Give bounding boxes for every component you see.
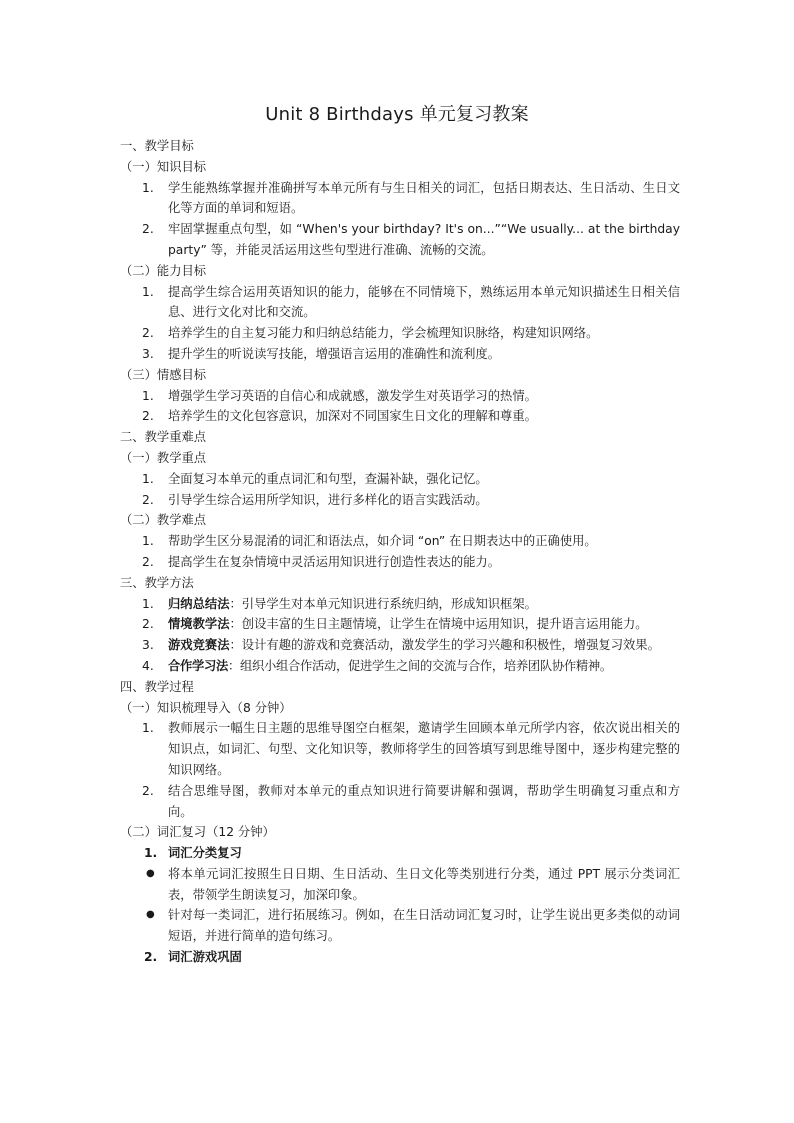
section-heading-methods: 三、教学方法 (120, 575, 194, 590)
section-heading-keypoints: 二、教学重难点 (120, 430, 207, 445)
bullet-icon: ● (146, 867, 155, 879)
list-item: 2. 提高学生在复杂情境中灵活运用知识进行创造性表达的能力。 (142, 554, 501, 569)
list-item: 1. 全面复习本单元的重点词汇和句型，查漏补缺，强化记忆。 (142, 471, 488, 486)
list-item: 2. 培养学生的文化包容意识，加深对不同国家生日文化的理解和尊重。 (142, 409, 537, 424)
bullet-item: ● 针对每一类词汇，进行拓展练习。例如，在生日活动词汇复习时，让学生说出更多类似的动词短语，并进行简单的造句练习。 (120, 905, 680, 947)
list-item: 2. 结合思维导图，教师对本单元的重点知识进行简要讲解和强调，帮助学生明确复习重点和方向。 (142, 783, 680, 819)
subsection-heading-difficulty: （二）教学难点 (120, 513, 207, 528)
list-item: 2. 牢固掌握重点句型，如 “When's your birthday? It's on...”“We usually... at the birthday party” 等，并能灵活运用这些句型进行准确、流畅的交流。 (142, 222, 680, 257)
list-item: 1. 提高学生综合运用英语知识的能力，能够在不同情境下，熟练运用本单元知识描述生日相关信息、进行文化对比和交流。 (142, 284, 680, 320)
subsection-heading-knowledge: （一）知识目标 (120, 159, 207, 174)
list-item: 2. 培养学生的自主复习能力和归纳总结能力，学会梳理知识脉络，构建知识网络。 (142, 326, 599, 341)
document-body (120, 136, 680, 968)
bullet-item: ● 将本单元词汇按照生日日期、生日活动、生日文化等类别进行分类，通过 PPT 展示分类词汇表，带领学生朗读复习，加深印象。 (120, 864, 680, 906)
list-item: 2. 情境教学法：创设丰富的生日主题情境，让学生在情境中运用知识，提升语言运用能力。 (142, 617, 648, 632)
method-term: 游戏竞赛法 (168, 638, 230, 653)
section-heading-goals: 一、教学目标 (120, 139, 194, 153)
list-item: 1. 帮助学生区分易混淆的词汇和语法点，如介词 “on” 在日期表达中的正确使用。 (142, 534, 597, 549)
section-heading-process: 四、教学过程 (120, 679, 194, 694)
list-item: 4. 合作学习法：组织小组合作活动，促进学生之间的交流与合作，培养团队协作精神。 (142, 658, 612, 673)
document-title: Unit 8 Birthdays 单元复习教案 (265, 104, 529, 125)
subsection-heading-ability: （二）能力目标 (120, 263, 207, 278)
list-item: 1. 归纳总结法：引导学生对本单元知识进行系统归纳，形成知识框架。 (142, 596, 537, 611)
list-item: 1. 教师展示一幅生日主题的思维导图空白框架，邀请学生回顾本单元所学内容，依次说出相关的知识点，如词汇、句型、文化知识等，教师将学生的回答填写到思维导图中，逐步构建完整的知识网络。 (142, 721, 680, 777)
subsection-heading-focus: （一）教学重点 (120, 450, 207, 465)
list-item: 2. 引导学生综合运用所学知识，进行多样化的语言实践活动。 (142, 492, 488, 507)
list-item: 3. 游戏竞赛法：设计有趣的游戏和竞赛活动，激发学生的学习兴趣和积极性，增强复习效果。 (142, 638, 660, 653)
bullet-icon: ● (146, 909, 155, 921)
method-term: 合作学习法 (168, 658, 228, 673)
list-item: 1. 增强学生学习英语的自信心和成就感，激发学生对英语学习的热情。 (142, 388, 537, 403)
subsection-heading-emotion: （三）情感目标 (120, 367, 207, 382)
list-item: 1. 学生能熟练掌握并准确拼写本单元所有与生日相关的词汇，包括日期表达、生日活动、生日文化等方面的单词和短语。 (142, 180, 680, 216)
vocab-subheading: 2. 词汇游戏巩固 (144, 950, 242, 965)
list-item: 3. 提升学生的听说读写技能，增强语言运用的准确性和流利度。 (142, 346, 501, 361)
subsection-heading-intro: （一）知识梳理导入（8 分钟） (120, 700, 292, 715)
method-term: 归纳总结法 (168, 596, 230, 611)
method-term: 情境教学法 (168, 617, 230, 632)
subsection-heading-vocab: （二）词汇复习（12 分钟） (120, 825, 275, 840)
vocab-subheading: 1. 词汇分类复习 (144, 846, 242, 861)
